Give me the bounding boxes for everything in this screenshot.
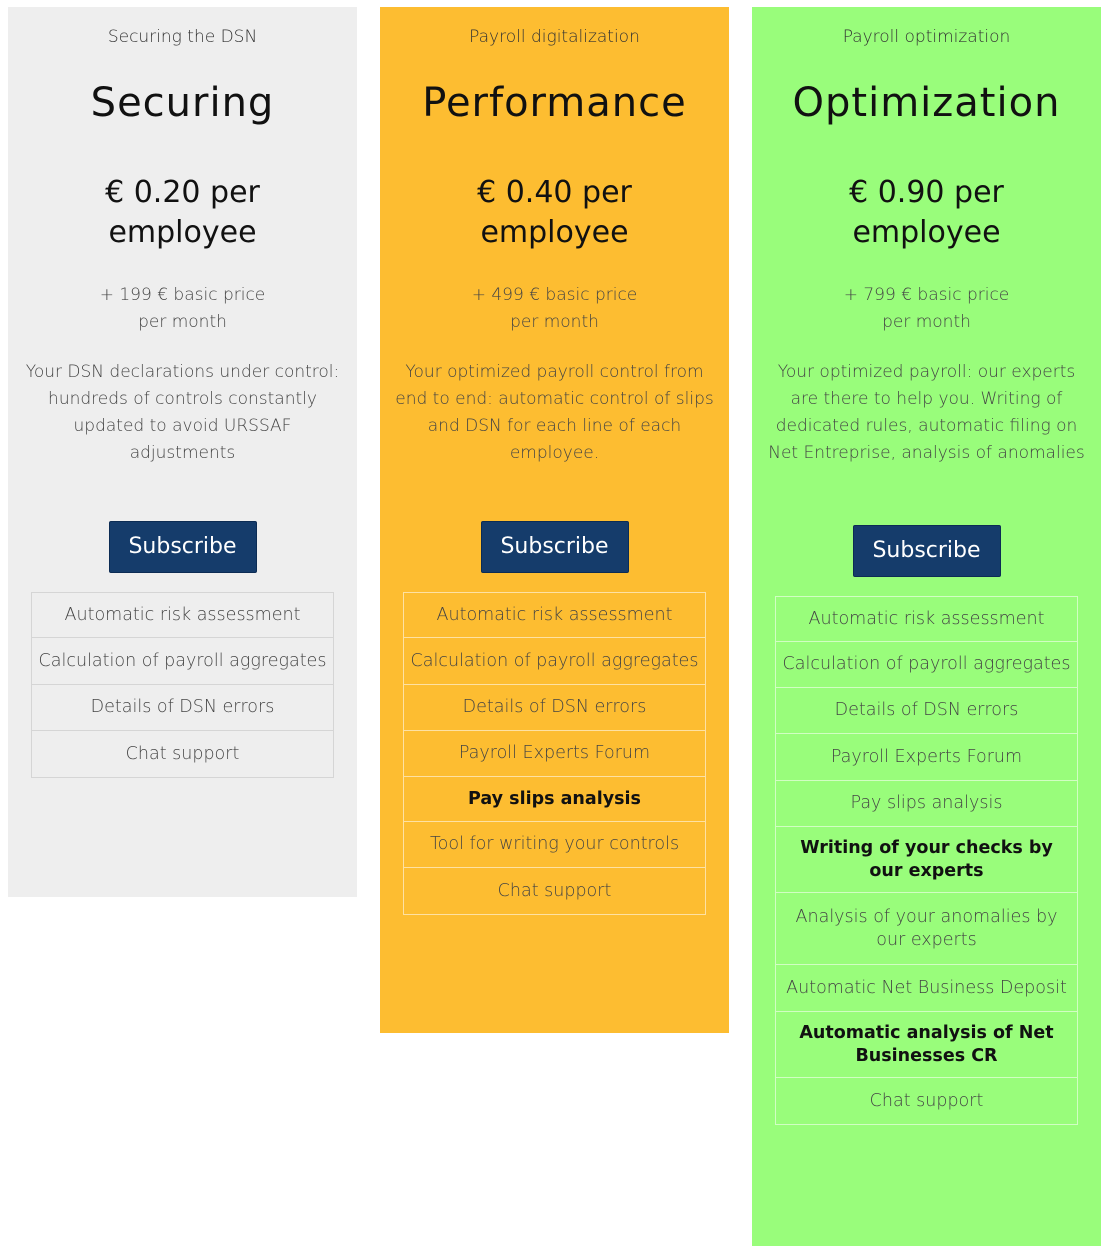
feature-item: Automatic risk assessment <box>776 597 1077 642</box>
feature-item: Calculation of payroll aggregates <box>776 642 1077 688</box>
basic-price-amount: + 799 € basic price <box>843 285 1010 305</box>
basic-price <box>775 282 1078 336</box>
feature-item: Tool for writing your controls <box>404 822 705 868</box>
feature-item: Chat support <box>869 1090 984 1111</box>
basic-price-period: per month <box>882 312 971 332</box>
pricing-card-performance <box>380 7 729 1033</box>
basic-price-period: per month <box>138 312 227 332</box>
feature-list <box>775 596 1078 1125</box>
feature-item: Payroll Experts Forum <box>776 734 1077 781</box>
basic-price <box>403 282 706 336</box>
subscribe-button[interactable]: Subscribe <box>109 521 257 573</box>
plan-title: Securing <box>90 80 275 126</box>
feature-item: Details of DSN errors <box>32 685 333 731</box>
plan-subtitle: Payroll optimization <box>842 27 1011 47</box>
plan-price <box>775 173 1078 253</box>
plan-title: Optimization <box>792 80 1061 126</box>
feature-item: Automatic analysis of Net Businesses CR <box>776 1012 1077 1078</box>
plan-subtitle: Securing the DSN <box>107 27 258 47</box>
feature-list <box>403 592 706 915</box>
feature-item: Automatic risk assessment <box>404 593 705 638</box>
feature-item: Chat support <box>497 880 612 901</box>
feature-item: Automatic Net Business Deposit <box>776 965 1077 1012</box>
subscribe-button[interactable]: Subscribe <box>853 525 1001 577</box>
price-amount: € 0.20 per <box>105 175 260 210</box>
pricing-card-securing <box>8 7 357 897</box>
basic-price-amount: + 199 € basic price <box>99 285 266 305</box>
feature-item: Automatic risk assessment <box>32 593 333 638</box>
basic-price-period: per month <box>510 312 599 332</box>
plan-description: Your optimized payroll: our experts are there to help you. Writing of dedicated rules, automatic filing on Net Entreprise, analysis of anomalies <box>768 362 1085 463</box>
price-unit: employee <box>852 215 1001 250</box>
price-amount: € 0.40 per <box>477 175 632 210</box>
plan-title: Performance <box>422 80 687 126</box>
pricing-card-optimization <box>752 7 1101 1246</box>
plan-description: Your DSN declarations under control: hundreds of controls constantly updated to avoid URSSAF adjustments <box>25 362 340 463</box>
feature-item: Calculation of payroll aggregates <box>32 638 333 685</box>
subscribe-button[interactable]: Subscribe <box>481 521 629 573</box>
feature-item: Chat support <box>125 743 240 764</box>
basic-price-amount: + 499 € basic price <box>471 285 638 305</box>
feature-item: Pay slips analysis <box>776 781 1077 827</box>
plan-price <box>31 173 334 253</box>
plan-description: Your optimized payroll control from end to end: automatic control of slips and DSN for each line of each employee. <box>395 362 714 463</box>
plan-subtitle: Payroll digitalization <box>469 27 640 47</box>
feature-item: Details of DSN errors <box>404 685 705 731</box>
price-unit: employee <box>480 215 629 250</box>
feature-item: Payroll Experts Forum <box>404 731 705 777</box>
price-unit: employee <box>108 215 257 250</box>
plan-price <box>403 173 706 253</box>
feature-item: Pay slips analysis <box>404 777 705 822</box>
basic-price <box>31 282 334 336</box>
feature-item: Writing of your checks by our experts <box>776 827 1077 893</box>
feature-list <box>31 592 334 778</box>
feature-item: Calculation of payroll aggregates <box>404 638 705 685</box>
price-amount: € 0.90 per <box>849 175 1004 210</box>
feature-item: Details of DSN errors <box>776 688 1077 734</box>
feature-item: Analysis of your anomalies by our experts <box>776 893 1077 965</box>
